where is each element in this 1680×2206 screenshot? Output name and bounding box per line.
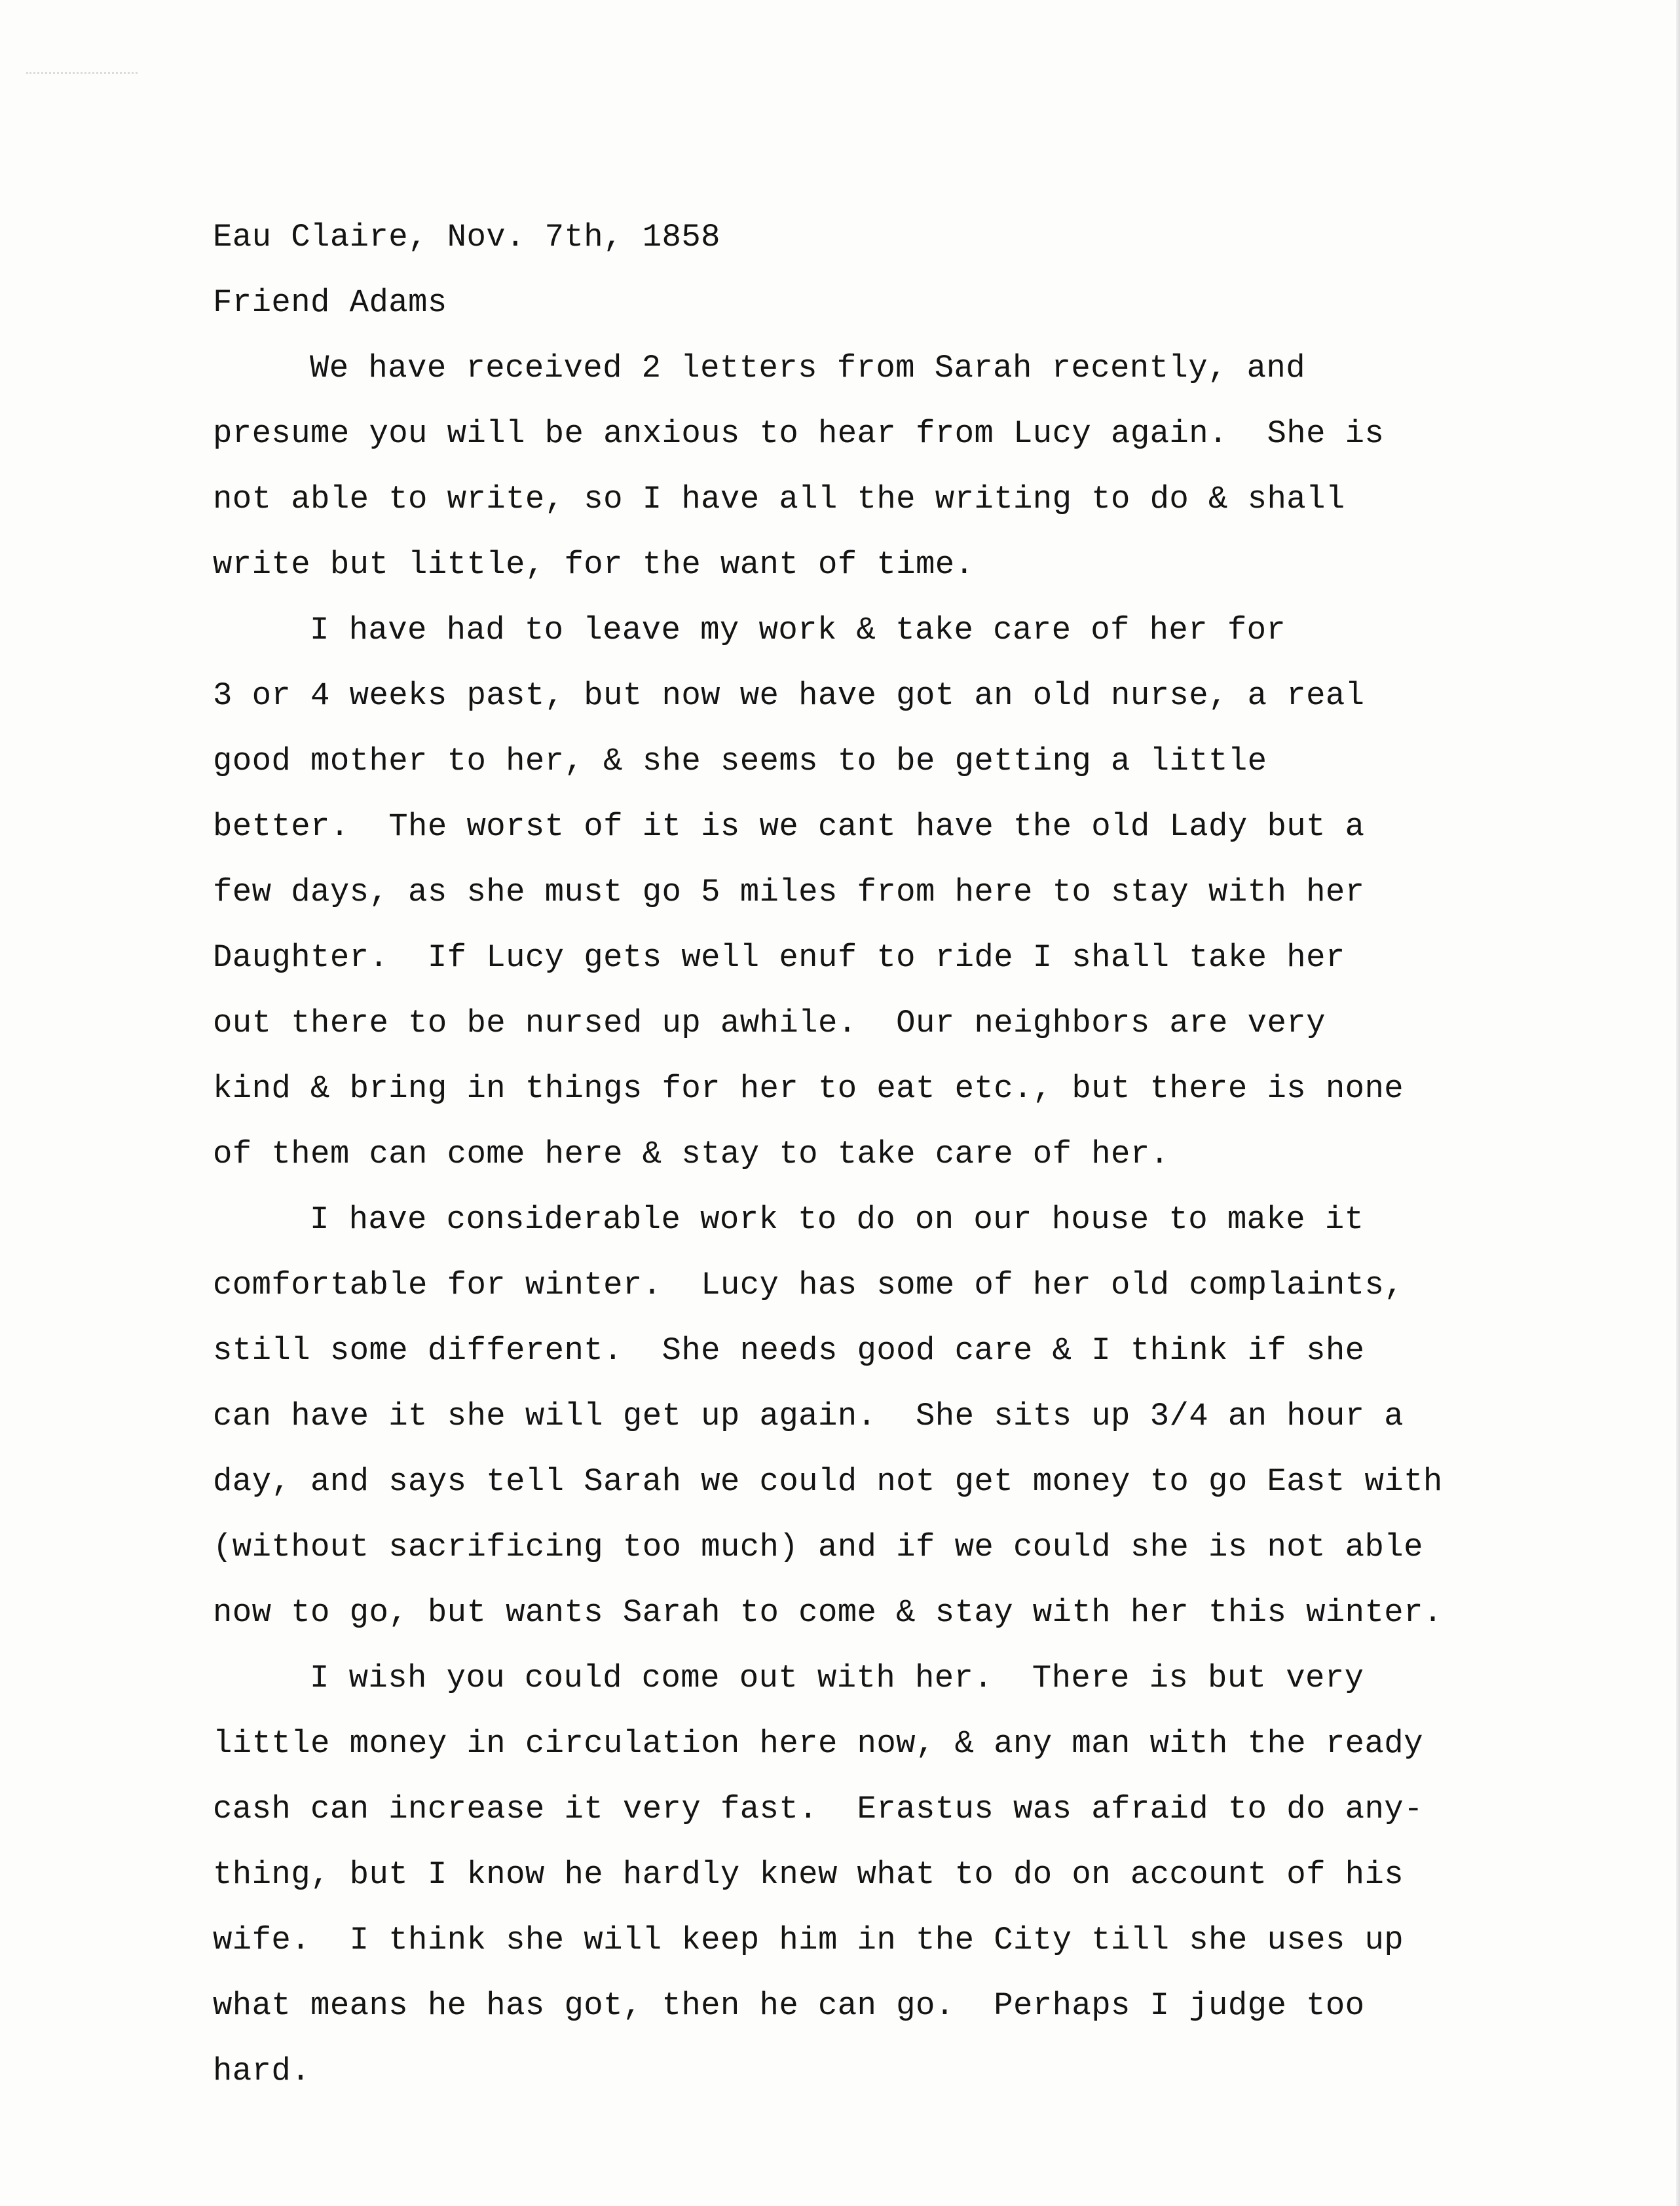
text-line: I have had to leave my work & take care of her for [310,612,1286,648]
page-edge-shadow [1676,0,1680,2206]
salutation: Friend Adams [213,284,447,321]
text-line: 3 or 4 weeks past, but now we have got an old nurse, a real [213,677,1365,714]
text-line: wife. I think she will keep him in the City till she uses up [213,1922,1404,1958]
text-line: kind & bring in things for her to eat etc., but there is none [213,1070,1404,1107]
text-line: little money in circulation here now, & any man with the ready [213,1725,1423,1762]
dateline: Eau Claire, Nov. 7th, 1858 [213,219,720,255]
text-line: presume you will be anxious to hear from Lucy again. She is [213,415,1385,452]
paragraph-1 [213,335,1542,597]
paragraph-3 [213,1187,1542,1645]
text-line: out there to be nursed up awhile. Our neighbors are very [213,1005,1326,1041]
text-line: few days, as she must go 5 miles from here to stay with her [213,874,1365,910]
text-line: what means he has got, then he can go. Perhaps I judge too [213,1987,1365,2024]
embossed-mark [26,72,138,90]
text-line: write but little, for the want of time. [213,546,975,583]
text-line: not able to write, so I have all the writing to do & shall [213,481,1345,517]
text-line: I wish you could come out with her. There is but very [310,1660,1364,1696]
text-line: hard. [213,2053,311,2089]
text-line: of them can come here & stay to take care of her. [213,1136,1170,1172]
text-line: day, and says tell Sarah we could not get money to go East with [213,1463,1443,1500]
paragraph-4 [213,1645,1542,2104]
text-line: Daughter. If Lucy gets well enuf to ride I shall take her [213,939,1345,976]
text-line: now to go, but wants Sarah to come & stay with her this winter. [213,1594,1443,1631]
paragraph-2 [213,597,1542,1187]
text-line: better. The worst of it is we cant have the old Lady but a [213,808,1365,845]
text-line: still some different. She needs good care & I think if she [213,1332,1365,1369]
text-line: I have considerable work to do on our house to make it [310,1201,1364,1238]
text-line: comfortable for winter. Lucy has some of her old complaints, [213,1267,1404,1303]
text-line: good mother to her, & she seems to be getting a little [213,743,1267,779]
text-line: cash can increase it very fast. Erastus was afraid to do any- [213,1791,1423,1827]
text-line: (without sacrificing too much) and if we could she is not able [213,1529,1423,1565]
text-line: can have it she will get up again. She sits up 3/4 an hour a [213,1398,1404,1434]
text-line: We have received 2 letters from Sarah recently, and [310,350,1306,386]
letter-body [213,204,1542,2104]
text-line: thing, but I know he hardly knew what to do on account of his [213,1856,1404,1893]
